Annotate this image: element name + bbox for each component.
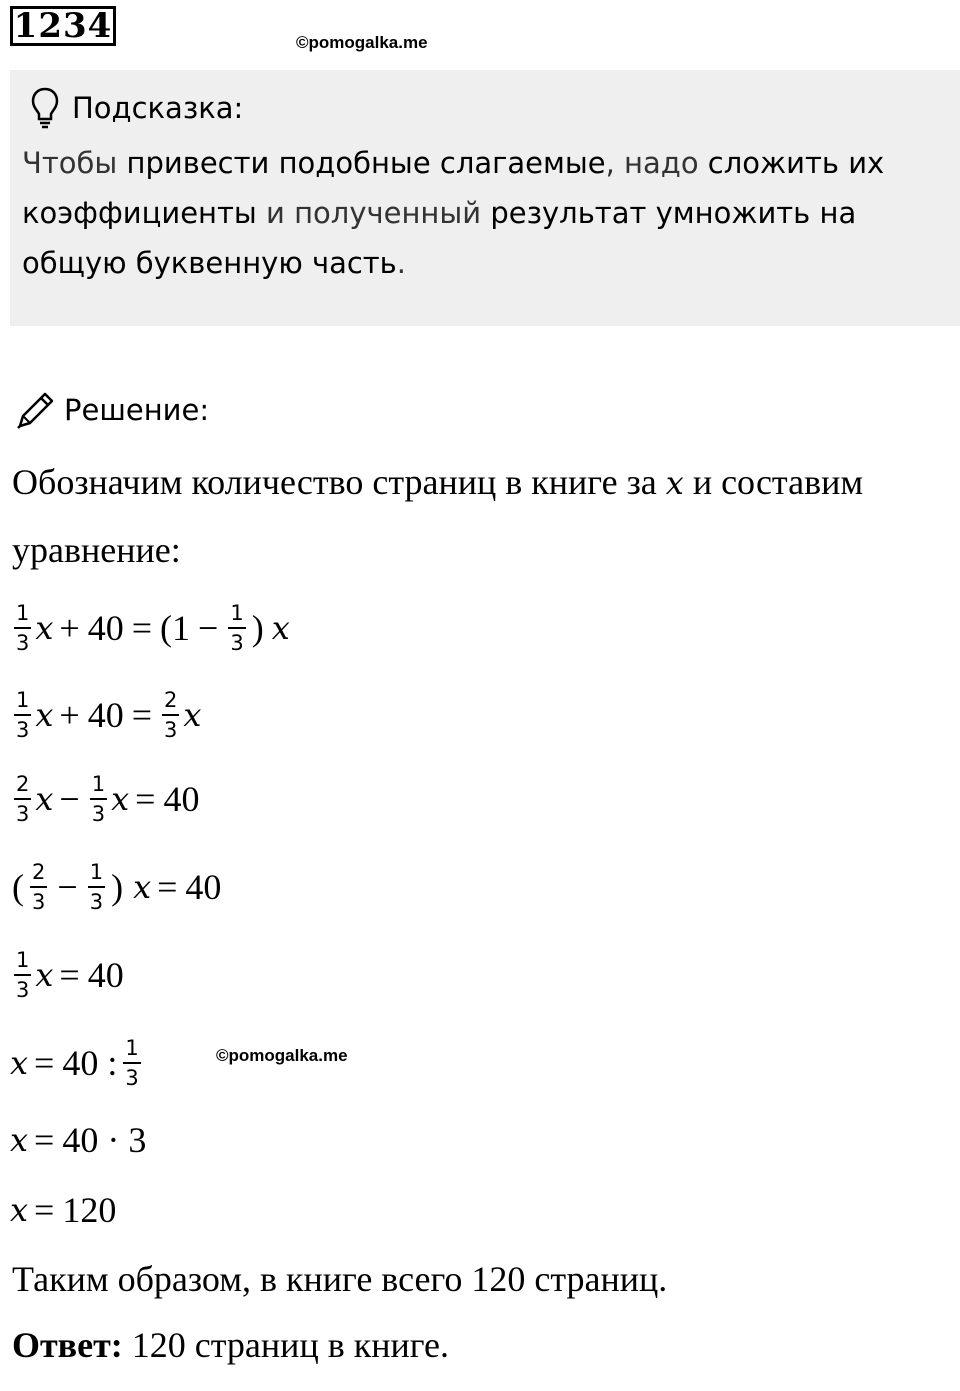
- equation-1: [10, 593, 290, 663]
- operator: =: [131, 608, 153, 648]
- fraction: $\frac{1}{3}$: [16, 948, 30, 1002]
- paren-open: (: [12, 867, 24, 907]
- fraction: $\frac{2}{3}$: [16, 772, 30, 826]
- hint-text-part: Чтобы: [22, 146, 127, 180]
- operator: =: [131, 695, 153, 735]
- answer: [12, 1325, 449, 1365]
- variable: x: [10, 1044, 29, 1082]
- watermark: ©pomogalka.me: [216, 1046, 348, 1065]
- fraction: $\frac{1}{3}$: [16, 688, 30, 742]
- constant: 40: [87, 608, 124, 648]
- variable: x: [665, 464, 684, 502]
- operator: =: [34, 1120, 55, 1160]
- equation-4: [10, 852, 223, 922]
- expression: 40 · 3: [62, 1120, 147, 1160]
- operator: +: [59, 695, 80, 735]
- solution-header: [14, 386, 209, 434]
- solution-title: Решение:: [64, 393, 210, 427]
- constant: 40: [185, 867, 222, 907]
- operator: −: [59, 779, 80, 819]
- operator: =: [157, 867, 178, 907]
- operator: +: [59, 608, 80, 648]
- hint-text: [22, 138, 947, 288]
- variable: x: [183, 696, 202, 734]
- operator: −: [57, 867, 78, 907]
- intro-text: Обозначим количество страниц в книге за: [12, 462, 666, 502]
- result: 120: [62, 1190, 117, 1230]
- intro-text: и составим: [683, 462, 864, 502]
- paren-close: ): [111, 867, 124, 907]
- variable: x: [10, 1191, 29, 1229]
- operator: =: [59, 955, 80, 995]
- variable: x: [271, 609, 290, 647]
- fraction: $\frac{1}{3}$: [230, 601, 244, 655]
- operator: −: [198, 608, 219, 648]
- intro-line-2: уравнение:: [12, 530, 181, 570]
- hint-text-part: , надо: [605, 146, 708, 180]
- fraction: $\frac{1}{3}$: [91, 772, 106, 826]
- task-number: 1234: [10, 6, 116, 46]
- variable: x: [35, 609, 54, 647]
- pencil-icon: [14, 388, 58, 432]
- paren-expr: (1: [160, 608, 191, 648]
- intro-line-1: [12, 462, 863, 503]
- lightbulb-icon: [30, 86, 60, 130]
- watermark: ©pomogalka.me: [296, 33, 428, 52]
- answer-text: 120 страниц в книге.: [122, 1325, 449, 1365]
- hint-header: [30, 84, 243, 132]
- hint-text-bold: результат умножить на общую буквенную часть: [22, 196, 857, 280]
- equation-8: [10, 1175, 118, 1245]
- variable: x: [111, 780, 130, 818]
- operator: =: [34, 1190, 55, 1230]
- fraction: $\frac{1}{3}$: [89, 860, 104, 914]
- hint-text-part: и полученный: [256, 196, 491, 230]
- hint-text-bold: сложить их коэффициенты: [22, 146, 885, 230]
- variable: x: [35, 780, 54, 818]
- variable: x: [35, 956, 54, 994]
- equation-5: [10, 940, 126, 1010]
- variable: x: [133, 868, 152, 906]
- equation-2: [10, 680, 201, 750]
- fraction: $\frac{2}{3}$: [32, 860, 46, 914]
- fraction: $\frac{2}{3}$: [164, 688, 178, 742]
- constant: 40 :: [62, 1043, 118, 1083]
- fraction: $\frac{1}{3}$: [125, 1036, 139, 1090]
- conclusion: Таким образом, в книге всего 120 страниц.: [12, 1259, 668, 1299]
- variable: x: [10, 1121, 29, 1159]
- equation-7: [10, 1105, 148, 1175]
- constant: 40: [87, 695, 124, 735]
- fraction: $\frac{1}{3}$: [16, 601, 30, 655]
- operator: =: [135, 779, 156, 819]
- hint-text-bold: привести подобные слагаемые: [126, 146, 606, 180]
- hint-text-part: .: [396, 246, 406, 280]
- paren-close: ): [251, 608, 264, 648]
- constant: 40: [163, 779, 200, 819]
- equation-3: [10, 764, 201, 834]
- operator: =: [34, 1043, 55, 1083]
- hint-title: Подсказка:: [72, 91, 244, 125]
- variable: x: [35, 696, 54, 734]
- constant: 40: [87, 955, 124, 995]
- answer-label: Ответ:: [12, 1325, 123, 1365]
- equation-6: [10, 1028, 145, 1098]
